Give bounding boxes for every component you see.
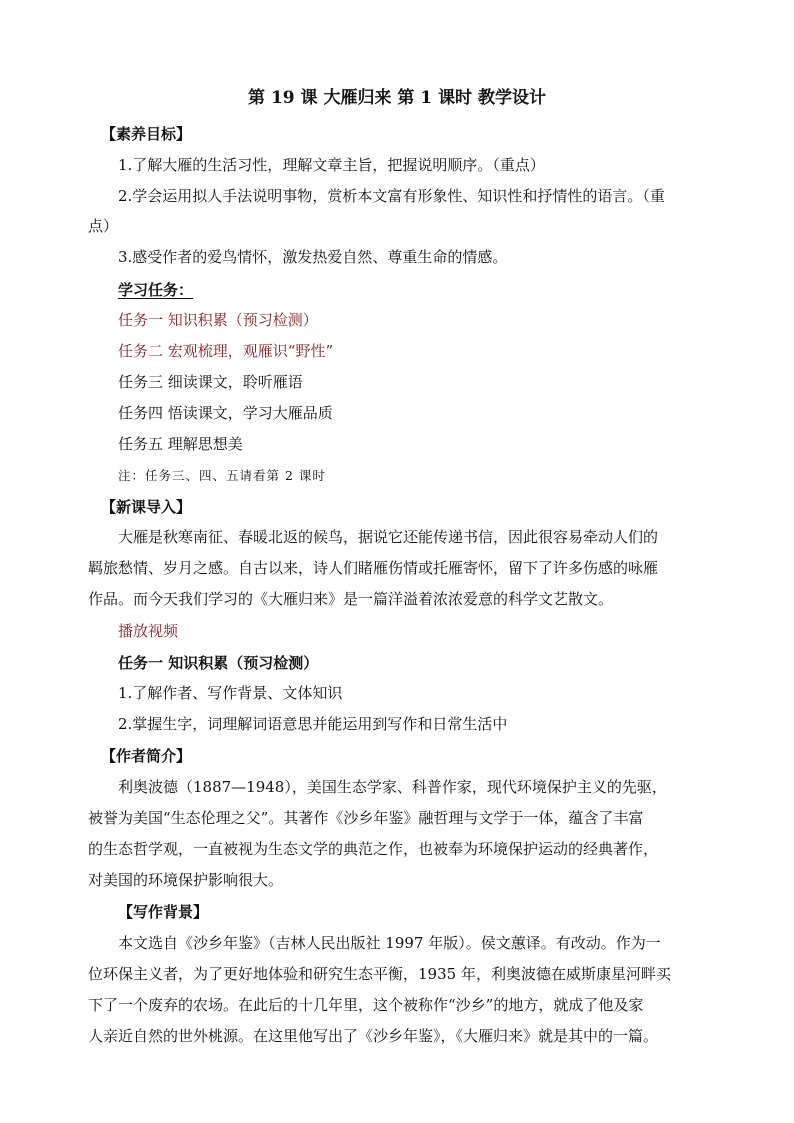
background-line: 位环保主义者，为了更好地体验和研究生态平衡，1935 年，利奥波德在威斯康星河畔买	[88, 965, 671, 983]
intro-line: 作品。而今天我们学习的《大雁归来》是一篇洋溢着浓浓爱意的科学文艺散文。	[88, 590, 614, 608]
author-line: 的生态哲学观，一直被视为生态文学的典范之作，也被奉为环境保护运动的经典著作，	[88, 840, 659, 858]
goal-item: 3.感受作者的爱鸟情怀，激发热爱自然、尊重生命的情感。	[118, 248, 508, 266]
task-item: 任务五 理解思想美	[118, 435, 243, 453]
author-heading: 【作者简介】	[101, 747, 192, 765]
background-line: 下了一个废弃的农场。在此后的十几年里，这个被称作“沙乡”的地方，就成了他及家	[88, 996, 644, 1014]
goal-item: 1.了解大雁的生活习性，理解文章主旨，把握说明顺序。（重点）	[118, 156, 545, 174]
goal-item: 2.学会运用拟人手法说明事物，赏析本文富有形象性、知识性和抒情性的语言。（重	[118, 187, 665, 205]
task-item: 任务三 细读课文，聆听雁语	[118, 373, 303, 391]
play-video-label: 播放视频	[118, 622, 179, 640]
tasks-heading: 学习任务：	[118, 281, 194, 299]
task-item: 任务一 知识积累（预习检测）	[118, 311, 318, 329]
goals-heading: 【素养目标】	[101, 125, 192, 143]
author-line: 对美国的环境保护影响很大。	[88, 871, 284, 889]
task1-item: 1.了解作者、写作背景、文体知识	[118, 684, 343, 702]
goal-item-continued: 点）	[88, 217, 119, 235]
background-line: 人亲近自然的世外桃源。在这里他写出了《沙乡年鉴》，《大雁归来》就是其中的一篇。	[88, 1027, 659, 1045]
task1-heading: 任务一 知识积累（预习检测）	[118, 654, 319, 672]
background-line: 本文选自《沙乡年鉴》（吉林人民出版社 1997 年版）。侯文蕙译。有改动。作为一	[118, 934, 661, 952]
author-line: 被誉为美国“生态伦理之父”。其著作《沙乡年鉴》融哲理与文学于一体，蕴含了丰富	[88, 809, 644, 827]
background-heading: 【写作背景】	[118, 903, 209, 921]
task-item: 任务二 宏观梳理，观雁识“野性”	[118, 342, 334, 360]
author-line: 利奥波德（1887—1948），美国生态学家、科普作家，现代环境保护主义的先驱，	[118, 778, 667, 796]
page-title: 第 19 课 大雁归来 第 1 课时 教学设计	[248, 88, 546, 108]
intro-line: 大雁是秋寒南征、春暖北返的候鸟，据说它还能传递书信，因此很容易牵动人们的	[118, 528, 659, 546]
task-item: 任务四 悟读课文，学习大雁品质	[118, 404, 333, 422]
task1-item: 2.掌握生字，词理解词语意思并能运用到写作和日常生活中	[118, 715, 508, 733]
intro-heading: 【新课导入】	[101, 498, 192, 516]
intro-line: 羁旅愁情、岁月之感。自古以来，诗人们睹雁伤情或托雁寄怀，留下了许多伤感的咏雁	[88, 559, 659, 577]
tasks-note: 注：任务三、四、五请看第 2 课时	[118, 468, 326, 483]
